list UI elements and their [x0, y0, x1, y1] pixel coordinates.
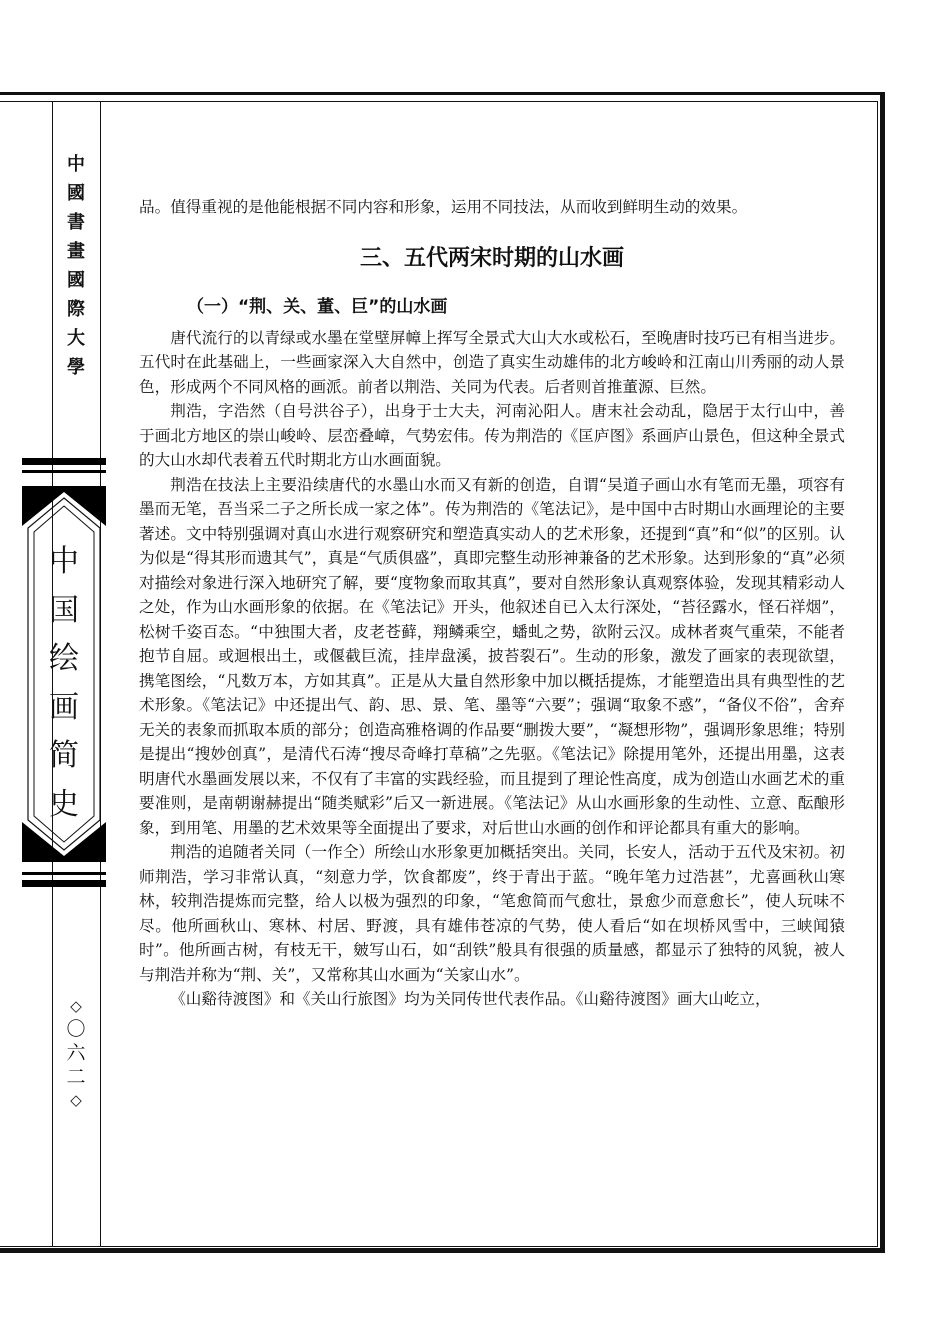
page-number-char: 〇 [66, 1018, 86, 1040]
book-title-char: 绘 [49, 641, 79, 676]
university-char: 大 [67, 328, 85, 349]
section-title: 三、五代两宋时期的山水画 [359, 245, 624, 271]
university-char: 國 [67, 183, 85, 204]
university-char: 畫 [67, 241, 85, 262]
university-char: 國 [67, 270, 85, 291]
page-number-char: 二 [66, 1066, 86, 1088]
body-paragraph: 荆浩在技法上主要沿续唐代的水墨山水而又有新的创造，自谓“吴道子画山水有笔而无墨，项容有墨而无笔，吾当采二子之所长成一家之体”。传为荆浩的《笔法记》，是中国中古时期山水画理论的主要著述。文中特别强调对真山水进行观察研究和塑造真实动人的艺术形象，还提到“真”和“似”的区别。认为似是“得其形而遗其气”，真是“气质俱盛”，真即完整生动形神兼备的艺术形象。达到形象的“真”必须对描绘对象进行深入地研究了解，要“度物象而取其真”，要对自然形象认真观察体验，发现其精彩动人之处，作为山水画形象的依据。在《笔法记》开头，他叙述自已入太行深处，“苔径露水，怪石祥烟”，松树千姿百态。“中独围大者，皮老苍藓，翔鳞乘空，蟠虬之势，欲附云汉。成林者爽气重荣，不能者抱节自屈。或迴根出土，或偃截巨流，挂岸盘溪，披苔裂石”。生动的形象，激发了画家的表现欲望，携笔图绘，“凡数万本，方如其真”。正是从大量自然形象中加以概括提炼，才能塑造出具有典型性的艺术形象。《笔法记》中还提出气、韵、思、景、笔、墨等“六要”；强调“取象不惑”，“备仪不俗”，舍弃无关的表象而抓取本质的部分；创造高雅格调的作品要“删拨大要”，“凝想形物”，强调形象思维；特别是提出“搜妙创真”，是清代石涛“搜尽奇峰打草稿”之先驱。《笔法记》除提用笔外，还提出用墨，这表明唐代水墨画发展以来，不仅有了丰富的实践经验，而且提到了理论性高度，成为创造山水画艺术的重要准则，是南朝谢赫提出“随类赋彩”后又一新进展。《笔法记》从山水画形象的生动性、立意、酝酿形象，到用笔、用墨的艺术效果等全面提出了要求，对后世山水画的创作和评论都具有重大的影响。 [139, 475, 845, 837]
intro-paragraph: 品。值得重视的是他能根据不同内容和形象，运用不同技法，从而收到鲜明生动的效果。 [139, 198, 748, 216]
university-char: 學 [67, 357, 85, 378]
diamond-icon: ◇ [70, 1091, 82, 1109]
university-char: 中 [67, 154, 85, 175]
university-char: 際 [67, 299, 85, 320]
cartouche-bar-top-thin [22, 470, 106, 473]
book-title-char: 简 [49, 738, 79, 773]
cartouche-bar-bottom [22, 880, 106, 887]
diamond-icon: ◇ [70, 997, 82, 1015]
university-name [64, 150, 88, 382]
body-paragraph: 《山谿待渡图》和《关山行旅图》均为关同传世代表作品。《山谿待渡图》画大山屹立， [170, 990, 771, 1008]
cartouche-bar-top [22, 458, 106, 465]
body-paragraph: 荆浩，字浩然（自号洪谷子），出身于士大夫，河南沁阳人。唐末社会动乱，隐居于太行山中，善于画北方地区的崇山峻岭、层峦叠嶂，气势宏伟。传为荆浩的《匡庐图》系画庐山景色，但这种全景式的大山水却代表着五代时期北方山水画面貌。 [139, 402, 845, 469]
book-title-char: 中 [49, 544, 79, 579]
cartouche-bar-bottom-thin [22, 872, 106, 875]
subsection-title: （一）“荆、关、董、巨”的山水画 [187, 296, 448, 317]
university-char: 書 [67, 212, 85, 233]
body-paragraph: 唐代流行的以青绿或水墨在堂壁屏幛上挥写全景式大山大水或松石，至晚唐时技巧已有相当进步。五代时在此基础上，一些画家深入大自然中，创造了真实生动雄伟的北方峻岭和江南山川秀丽的动人景色，形成两个不同风格的画派。前者以荆浩、关同为代表。后者则首推董源、巨然。 [139, 328, 845, 396]
body-paragraph: 荆浩的追随者关同（一作仝）所绘山水形象更加概括突出。关同，长安人，活动于五代及宋初。初师荆浩，学习非常认真，“刻意力学，饮食都废”，终于青出于蓝。“晚年笔力过浩甚”，尤喜画秋山寒林，较荆浩提炼而完整，给人以极为强烈的印象，“笔愈简而气愈壮，景愈少而意愈长”，使人玩味不尽。他所画秋山、寒林、村居、野渡，具有雄伟苍凉的气势，使人看后“如在坝桥风雪中，三峡闻猿时”。他所画古树，有枝无干，皴写山石，如“刮铁”般具有很强的质量感，都显示了独特的风貌，被人与荆浩并称为“荆、关”，又常称其山水画为“关家山水”。 [139, 843, 845, 984]
book-title-char: 国 [49, 592, 79, 628]
book-title-char: 史 [49, 786, 79, 822]
book-title-char: 画 [49, 689, 79, 725]
main-content [139, 195, 845, 1012]
page-number-char: 六 [66, 1042, 86, 1064]
book-title [40, 538, 88, 829]
page-number [64, 995, 88, 1111]
